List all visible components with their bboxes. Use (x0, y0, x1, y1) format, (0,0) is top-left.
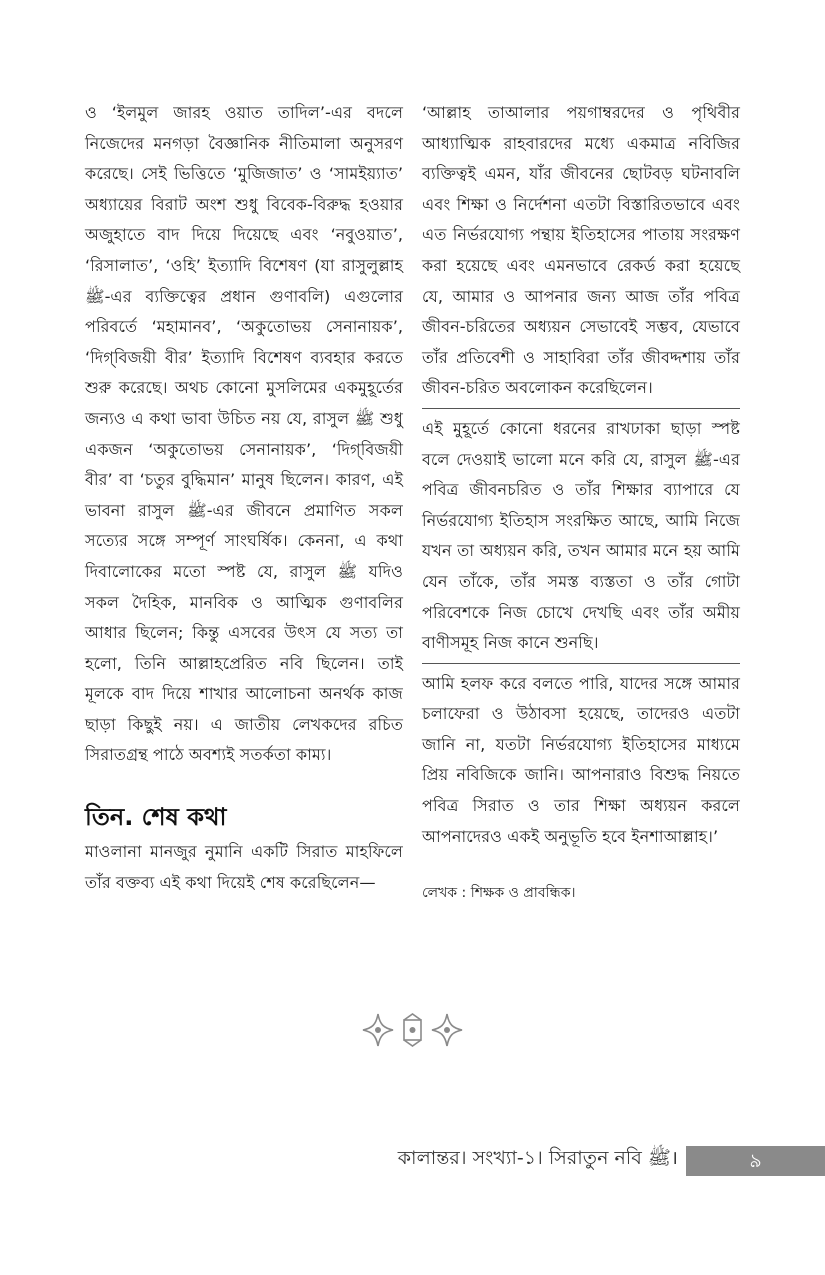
paragraph-divider (422, 408, 740, 409)
page-number: ৯ (749, 1150, 762, 1172)
left-paragraph-2: মাওলানা মানজুর নুমানি একটি সিরাত মাহফিলে তাঁর বক্তব্য এই কথা দিয়েই শেষ করেছিলেন— (85, 842, 403, 892)
left-column (85, 98, 403, 898)
left-paragraph-1: ও ‘ইলমুল জারহ ওয়াত তাদিল’-এর বদলে নিজেদের মনগড়া বৈজ্ঞানিক নীতিমালা অনুসরণ করেছে। সেই ভিত্তিতে ‘মুজিজাত’ ও ‘সামইয়্যাত’ অধ্যায়ের বিরাট অংশ শুধু বিবেক-বিরুদ্ধ হওয়ার অজুহাতে বাদ দিয়ে দিয়েছে এবং ‘নবুওয়াত’, ‘রিসালাত’, ‘ওহি’ ইত্যাদি বিশেষণ (যা রাসুলুল্লাহ ﷺ-এর ব্যক্তিত্বের প্রধান গুণাবলি) এগুলোর পরিবর্তে ‘মহামানব’, ‘অকুতোভয় সেনানায়ক’, ‘দিগ্‌বিজয়ী বীর’ ইত্যাদি বিশেষণ ব্যবহার করতে শুরু করেছে। অথচ কোনো মুসলিমের একমুহূর্তের জন্যও এ কথা ভাবা উচিত নয় যে, রাসুল ﷺ শুধু একজন ‘অকুতোভয় সেনানায়ক’, ‘দিগ্‌বিজয়ী বীর’ বা ‘চতুর বুদ্ধিমান’ মানুষ ছিলেন। কারণ, এই ভাবনা রাসুল ﷺ-এর জীবনে প্রমাণিত সকল সত্যের সঙ্গে সম্পূর্ণ সাংঘর্ষিক। কেননা, এ কথা দিবালোকের মতো স্পষ্ট যে, রাসুল ﷺ যদিও সকল দৈহিক, মানবিক ও আত্মিক গুণাবলির আধার ছিলেন; কিন্তু এসবের উৎস যে সত্য তা হলো, তিনি আল্লাহপ্রেরিত নবি ছিলেন। তাই মূলকে বাদ দিয়ে শাখার আলোচনা অনর্থক কাজ ছাড়া কিছুই নয়। এ জাতীয় লেখকদের রচিত সিরাতগ্রন্থ পাঠে অবশ্যই সতর্কতা কাম্য। (85, 103, 403, 765)
section-heading: তিন. শেষ কথা (85, 803, 227, 832)
right-paragraph-2: এই মুহূর্তে কোনো ধরনের রাখঢাকা ছাড়া স্পষ্ট বলে দেওয়াই ভালো মনে করি যে, রাসুল ﷺ-এর পবিত্র জীবনচরিত ও তাঁর শিক্ষার ব্যাপারে যে নির্ভরযোগ্য ইতিহাস সংরক্ষিত আছে, আমি নিজে যখন তা অধ্যয়ন করি, তখন আমার মনে হয় আমি যেন তাঁকে, তাঁর সমস্ত ব্যস্ততা ও তাঁর গোটা পরিবেশকে নিজ চোখে দেখছি এবং তাঁর অমীয় বাণীসমূহ নিজ কানে শুনছি। (422, 418, 740, 653)
end-ornament-icon (360, 1010, 465, 1050)
right-column (422, 98, 740, 904)
right-paragraph-3: আমি হলফ করে বলতে পারি, যাদের সঙ্গে আমার চলাফেরা ও উঠাবসা হয়েছে, তাদেরও এতটা জানি না, যতটা নির্ভরযোগ্য ইতিহাসের মাধ্যমে প্রিয় নবিজিকে জানি। আপনারাও বিশুদ্ধ নিয়তে পবিত্র সিরাত ও তার শিক্ষা অধ্যয়ন করলে আপনাদেরও একই অনুভূতি হবে ইনশাআল্লাহ।’ (422, 673, 740, 846)
right-paragraph-1: ‘আল্লাহ তাআলার পয়গাম্বরদের ও পৃথিবীর আধ্যাত্মিক রাহবারদের মধ্যে একমাত্র নবিজির ব্যক্তিত্বই এমন, যাঁর জীবনের ছোটবড় ঘটনাবলি এবং শিক্ষা ও নির্দেশনা এতটা বিস্তারিতভাবে এবং এত নির্ভরযোগ্য পন্থায় ইতিহাসের পাতায় সংরক্ষণ করা হয়েছে এবং এমনভাবে রেকর্ড করা হয়েছে যে, আমার ও আপনার জন্য আজ তাঁর পবিত্র জীবন-চরিতের অধ্যয়ন সেভাবেই সম্ভব, যেভাবে তাঁর প্রতিবেশী ও সাহাবিরা তাঁর জীবদ্দশায় তাঁর জীবন-চরিত অবলোকন করেছিলেন। (422, 103, 740, 398)
author-note: লেখক : শিক্ষক ও প্রাবন্ধিক। (422, 885, 576, 902)
page-number-bar (686, 1146, 825, 1176)
running-title: কালান্তর। সংখ্যা-১। সিরাতুন নবি ﷺ। (397, 1147, 678, 1169)
paragraph-divider (422, 663, 740, 664)
